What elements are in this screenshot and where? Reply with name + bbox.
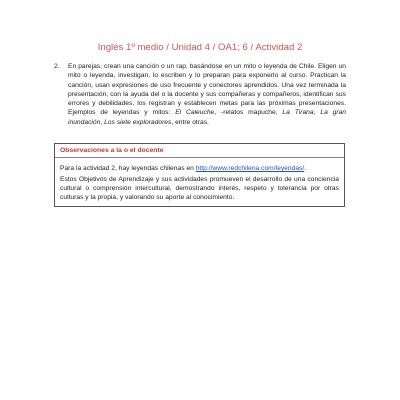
example-la-gran-inundacion: La gran inundación — [68, 109, 347, 126]
observations-paragraph-1-text: Para la actividad 2, hay leyendas chilenas en — [60, 165, 194, 172]
activity-text — [68, 62, 346, 127]
activity-number: 2. — [54, 63, 60, 70]
activity-text-mid-1: , -relatos mapuche, — [214, 109, 278, 117]
page-title: Inglés 1º medio / Unidad 4 / OA1; 6 / Actividad 2 — [97, 42, 303, 53]
activity-text-mid-3: , — [100, 118, 103, 126]
observations-title: Observaciones a la o el docente — [55, 144, 344, 158]
example-el-caleuche: El Caleuche — [175, 109, 215, 117]
observations-paragraph-2: Estos Objetivos de Aprendizaje y sus actividades promueven el desarrollo de una conciencia cultural o comprensión intercultural, demostrando interés, respeto y tolerancia por otras culturas y la propia, y valorando su aporte al conocimiento. — [60, 176, 339, 202]
observations-paragraph-1-end: . — [304, 165, 307, 172]
legends-link[interactable]: http://www.redchilena.com/leyendas/ — [195, 165, 305, 172]
activity-item — [54, 62, 346, 127]
example-la-tirana: La Tirana — [282, 109, 314, 117]
observations-paragraph-1 — [60, 164, 339, 173]
observations-box — [54, 143, 345, 207]
activity-description: En parejas, crean una canción o un rap, basándose en un mito o leyenda de Chile. Eligen un mito o leyenda, investigan, lo escriben y lo preparan para exponerlo al curso. Practican la canción, usan expresiones de uso frecuente y conectores aprendidos. Una vez terminada la presentación, con la ayuda del o la docente y sus compañeras y compañeros, identifican sus errores y debilidades, los registran y establecen metas para las próximas presentaciones. Ejemplos de leyendas y mitos: — [68, 63, 346, 117]
activity-text-mid-2: , — [313, 109, 316, 117]
activity-text-end: , entre otras. — [171, 118, 209, 126]
example-los-siete-exploradores: Los siete exploradores — [104, 118, 172, 126]
